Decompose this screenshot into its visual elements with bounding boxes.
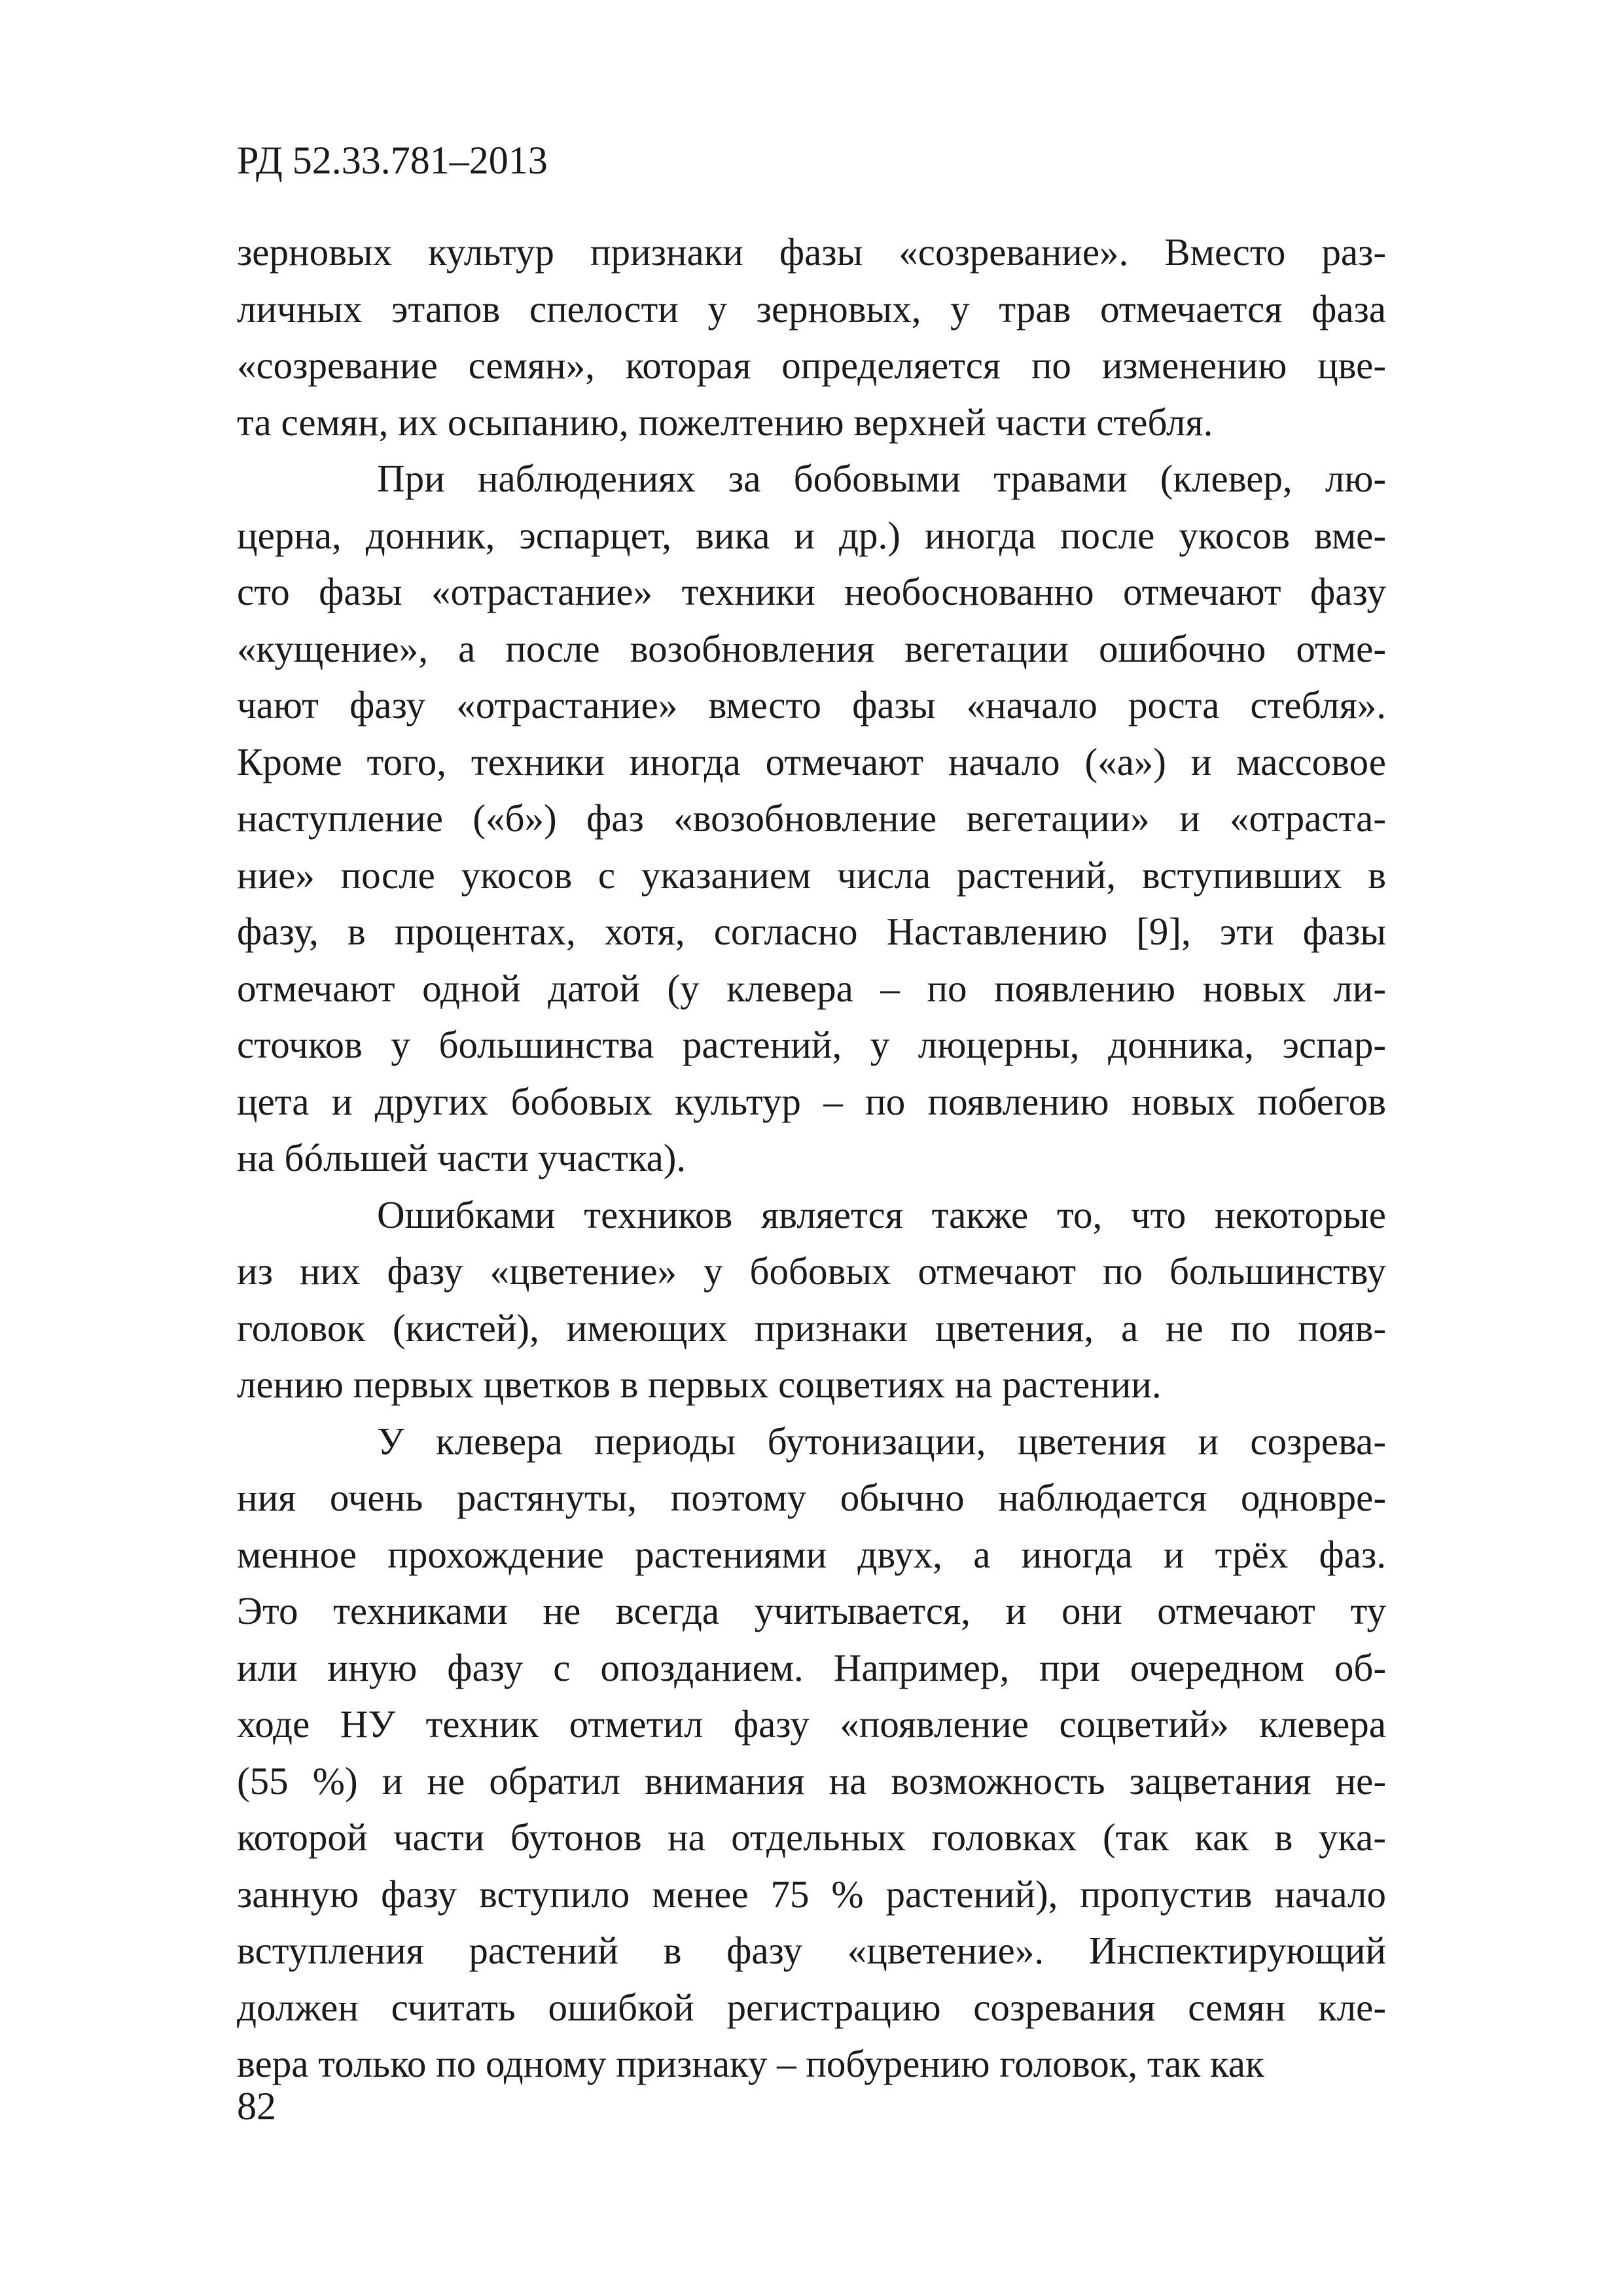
text-line: должен считать ошибкой регистрацию созревания семян кле-: [237, 1985, 1386, 2029]
paragraph: [237, 1187, 1386, 1413]
text-line: на бóльшей части участка).: [237, 1136, 687, 1179]
text-line: ния очень растянуты, поэтому обычно наблюдается одновре-: [237, 1476, 1386, 1519]
text-line: чают фазу «отрастание» вместо фазы «начало роста стебля».: [237, 683, 1386, 726]
text-line: вера только по одному признаку – побурению головок, так как: [237, 2042, 1264, 2085]
page-number: 82: [237, 2085, 276, 2128]
document-header: РД 52.33.781–2013: [237, 139, 548, 182]
text-line: ходе НУ техник отметил фазу «появление соцветий» клевера: [237, 1702, 1386, 1746]
text-line: Кроме того, техники иногда отмечают начало («а») и массовое: [237, 740, 1386, 783]
body-text: [237, 224, 1386, 2092]
text-line: При наблюдениях за бобовыми травами (клевер, лю-: [377, 457, 1386, 500]
text-line: «кущение», а после возобновления вегетации ошибочно отме-: [237, 626, 1386, 670]
text-line: лению первых цветков в первых соцветиях на растении.: [237, 1363, 1162, 1406]
text-line: личных этапов спелости у зерновых, у трав отмечается фаза: [237, 287, 1386, 331]
text-line: фазу, в процентах, хотя, согласно Наставлению [9], эти фазы: [237, 910, 1386, 953]
text-line: (55 %) и не обратил внимания на возможность зацветания не-: [237, 1759, 1386, 1803]
text-line: занную фазу вступило менее 75 % растений), пропустив начало: [237, 1872, 1386, 1916]
text-line: менное прохождение растениями двух, а иногда и трёх фаз.: [237, 1532, 1386, 1576]
text-line: наступление («б») фаз «возобновление вегетации» и «отраста-: [237, 797, 1386, 840]
text-line: головок (кистей), имеющих признаки цветения, а не по появ-: [237, 1306, 1386, 1350]
text-line: которой части бутонов на отдельных головках (так как в ука-: [237, 1816, 1386, 1859]
paragraph: [237, 224, 1386, 450]
text-line: Это техниками не всегда учитывается, и они отмечают ту: [237, 1589, 1386, 1632]
text-line: из них фазу «цветение» у бобовых отмечают по большинству: [237, 1249, 1386, 1293]
text-line: У клевера периоды бутонизации, цветения и созрева-: [377, 1419, 1386, 1463]
text-line: та семян, их осыпанию, пожелтению верхней части стебля.: [237, 400, 1213, 444]
text-line: ние» после укосов с указанием числа растений, вступивших в: [237, 853, 1386, 897]
text-line: отмечают одной датой (у клевера – по появлению новых ли-: [237, 966, 1386, 1010]
paragraph: [237, 1413, 1386, 2092]
text-line: или иную фазу с опозданием. Например, при очередном об-: [237, 1645, 1386, 1689]
text-line: сточков у большинства растений, у люцерны, донника, эспар-: [237, 1023, 1386, 1066]
text-line: сто фазы «отрастание» техники необоснованно отмечают фазу: [237, 570, 1386, 613]
text-line: вступления растений в фазу «цветение». Инспектирующий: [237, 1929, 1386, 1972]
text-line: церна, донник, эспарцет, вика и др.) иногда после укосов вме-: [237, 513, 1386, 557]
text-line: Ошибками техников является также то, что некоторые: [377, 1193, 1386, 1236]
text-line: зерновых культур признаки фазы «созревание». Вместо раз-: [237, 230, 1386, 274]
text-line: цета и других бобовых культур – по появлению новых побегов: [237, 1079, 1386, 1123]
text-line: «созревание семян», которая определяется по изменению цве-: [237, 344, 1386, 387]
paragraph: [237, 450, 1386, 1187]
